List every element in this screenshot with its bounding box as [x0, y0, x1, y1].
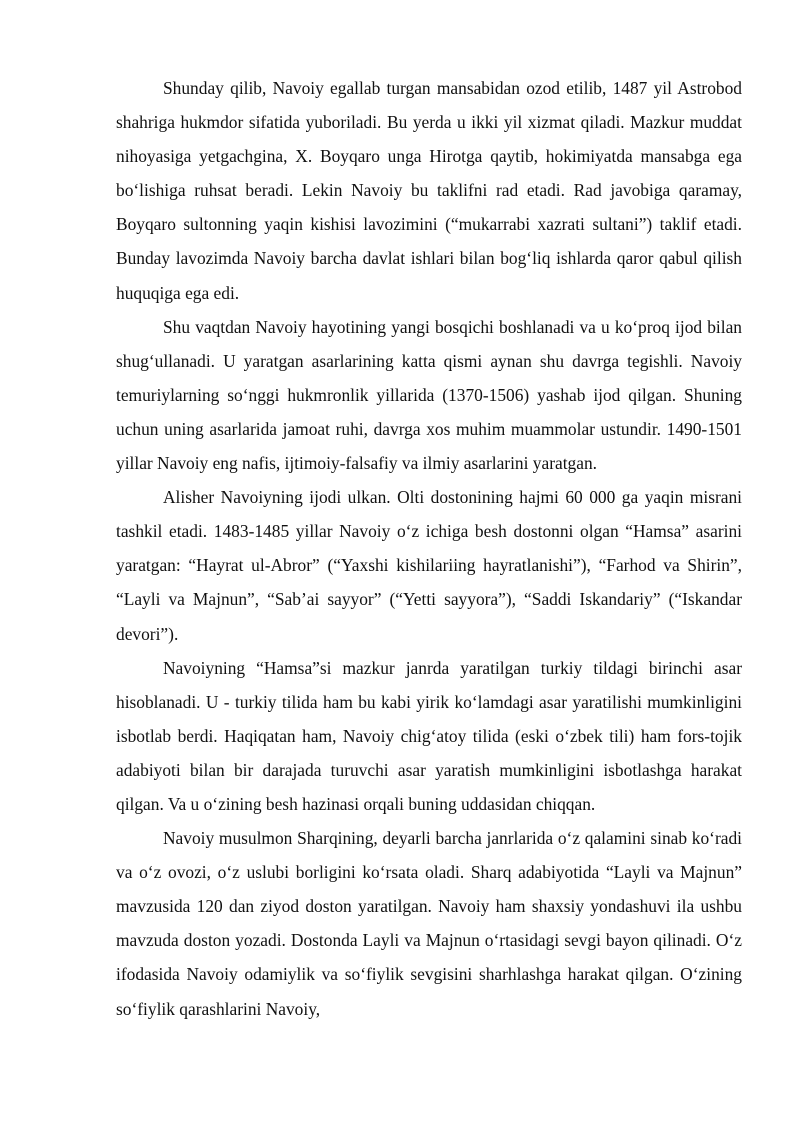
paragraph-new-life-stage: Shu vaqtdan Navoiy hayotining yangi bosqichi boshlanadi va u ko‘proq ijod bilan shug‘ullanadi. U yaratgan asarlarining katta qismi aynan shu davrga tegishli. Navoiy temuriylarning so‘nggi hukmronlik yillarida (1370-1506) yashab ijod qilgan. Shuning uchun uning asarlarida jamoat ruhi, davrga xos muhim muammolar ustundir. 1490-1501 yillar Navoiy eng nafis, ijtimoiy-falsafiy va ilmiy asarlarini yaratgan. [116, 316, 742, 474]
paragraph-astrobod-appointment: Shunday qilib, Navoiy egallab turgan mansabidan ozod etilib, 1487 yil Astrobod shahriga hukmdor sifatida yuboriladi. Bu yerda u ikki yil xizmat qiladi. Mazkur muddat nihoyasiga yetgachgina, X. Boyqaro unga Hirotga qaytib, hokimiyatda mansabga ega bo‘lishiga ruhsat beradi. Lekin Navoiy bu taklifni rad etadi. Rad javobiga qaramay, Boyqaro sultonning yaqin kishisi lavozimini (“mukarrabi xazrati sultani”) taklif etadi. Bunday lavozimda Navoiy barcha davlat ishlari bilan bog‘liq ishlarda qaror qabul qilish huquqiga ega edi. [116, 78, 742, 303]
paragraph-hamsa-significance: Navoiyning “Hamsa”si mazkur janrda yaratilgan turkiy tildagi birinchi asar hisoblanadi. U - turkiy tilida ham bu kabi yirik ko‘lamdagi asar yaratilishi mumkinligini isbotlab berdi. Haqiqatan ham, Navoiy chig‘atoy tilida (eski o‘zbek tili) ham fors-tojik adabiyoti bilan bir darajada turuvchi asar yaratish mumkinligini isbotlashga harakat qilgan. Va u o‘zining besh hazinasi orqali buning uddasidan chiqqan. [116, 657, 742, 814]
paragraph-layli-majnun: Navoiy musulmon Sharqining, deyarli barcha janrlarida o‘z qalamini sinab ko‘radi va o‘z ovozi, o‘z uslubi borligini ko‘rsata oladi. Sharq adabiyotida “Layli va Majnun” mavzusida 120 dan ziyod doston yaratilgan. Navoiy ham shaxsiy yondashuvi ila ushbu mavzuda doston yozadi. Dostonda Layli va Majnun o‘rtasidagi sevgi bayon qilinadi. O‘z ifodasida Navoiy odamiylik va so‘fiylik sevgisini sharhlashga harakat qilgan. O‘zining so‘fiylik qarashlarini Navoiy, [116, 828, 742, 1019]
paragraph-hamsa-works: Alisher Navoiyning ijodi ulkan. Olti dostonining hajmi 60 000 ga yaqin misrani tashkil etadi. 1483-1485 yillar Navoiy o‘z ichiga besh dostonni olgan “Hamsa” asarini yaratgan: “Hayrat ul-Abror” (“Yaxshi kishilariing hayratlanishi”), “Farhod va Shirin”, “Layli va Majnun”, “Sab’ai sayyor” (“Yetti sayyora”), “Saddi Iskandariy” (“Iskandar devori”). [116, 487, 742, 644]
document-page [116, 71, 742, 1026]
